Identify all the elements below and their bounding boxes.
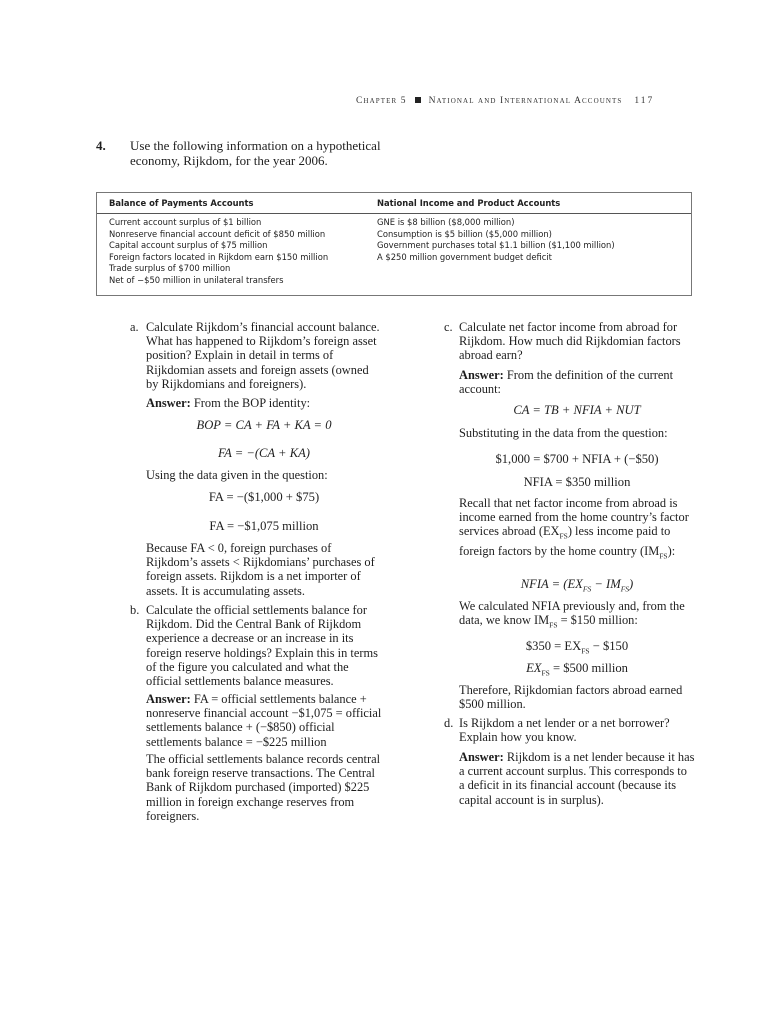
part-a-conclusion: Because FA < 0, foreign purchases of Rijkdom’s assets < Rijkdomians’ purchases of foreign assets. Rijkdom is a net importer of assets. It is accumulating assets. [146,541,375,598]
part-c-known: We calculated NFIA previously and, from the data, we know $IM_{FS}$ = $150 million: [459,599,685,630]
square-bullet-icon [415,97,421,103]
part-c-data-note: Substituting in the data from the question: [459,426,668,440]
equation-nfia-result: NFIA = $350 million [523,475,631,489]
chapter-label: Chapter 5 [356,96,407,106]
equation-ex-result: $EX_{FS}$ = $500 million [526,661,628,678]
part-c-label: c. [444,320,453,334]
part-c-definition: Recall that net factor income from abroad is income earned from the home country’s factor services abroad $(EX_{FS})$ less income paid to foreign factors by the home country $(IM_{FS})$: [459,496,689,561]
equation-ca: CA = TB + NFIA + NUT [513,403,641,417]
part-a-question: Calculate Rijkdom’s financial account balance. What has happened to Rijkdom’s foreign asset position? Explain in detail in terms of Rijkdomian assets and foreign assets (owned by Rijkdomians and foreigners). [146,320,380,391]
part-b-conclusion: The official settlements balance records central bank foreign reserve transactions. The Central Bank of Rijkdom purchased (imported) $225 million in foreign exchange reserves from foreigners. [146,752,381,823]
table-cell: A $250 million government budget deficit [377,251,552,262]
page-number: 117 [634,96,655,106]
answer-label: Answer: [459,368,504,382]
part-b-question: Calculate the official settlements balance for Rijkdom. Did the Central Bank of Rijkdom experience a decrease or an increase in its foreign reserve holdings? Explain this in terms of the figure you calculated and what the official settlements balance measures. [146,603,378,689]
table-cell: GNE is $8 billion ($8,000 million) [377,217,515,227]
equation-ex-values: $350 = $EX_{FS}$ − $150 [525,639,629,656]
part-a-data-note: Using the data given in the question: [146,468,328,482]
running-header [356,96,696,106]
table-cell: Foreign factors located in Rijkdom earn $150 million [109,251,329,262]
part-d-answer: Answer: Rijkdom is a net lender because it has a current account surplus. This corresponds to a deficit in its financial account (because its capital account is in surplus). [459,750,695,807]
part-a-answer: Answer: From the BOP identity: [146,396,311,410]
part-c-answer: Answer: From the definition of the current account: [459,368,674,397]
part-a-label: a. [130,320,139,334]
answer-label: Answer: [146,396,191,410]
part-d-question: Is Rijkdom a net lender or a net borrower? Explain how you know. [459,716,670,745]
equation-nfia: NFIA = $(EX_{FS} - IM_{FS})$ [520,577,634,594]
table-cell: Net of −$50 million in unilateral transfers [109,274,284,285]
bop-column [109,217,328,287]
part-c-question: Calculate net factor income from abroad for Rijkdom. How much did Rijkdomian factors abroad earn? [459,320,681,363]
chapter-title: National and International Accounts [428,96,623,106]
part-c-conclusion: Therefore, Rijkdomian factors abroad earned $500 million. [459,683,683,712]
equation-fa-result: FA = −$1,075 million [209,519,319,533]
equation-bop: BOP = CA + FA + KA = 0 [196,418,332,432]
table-cell: Capital account surplus of $75 million [109,240,268,251]
bop-header: Balance of Payments Accounts [109,198,254,208]
part-d-label: d. [444,716,454,730]
part-b-label: b. [130,603,140,617]
equation-ca-values: $1,000 = $700 + NFIA + (−$50) [495,452,659,466]
nipa-header: National Income and Product Accounts [377,198,561,208]
table-cell: Nonreserve financial account deficit of $850 million [109,228,326,239]
nipa-column [377,217,615,263]
equation-fa-values: FA = −($1,000 + $75) [208,490,320,504]
equation-fa: FA = −(CA + KA) [218,446,310,460]
answer-label: Answer: [459,750,504,764]
table-cell: Consumption is $5 billion ($5,000 million) [377,228,552,239]
answer-label: Answer: [146,692,191,706]
table-cell: Trade surplus of $700 million [109,263,231,274]
table-cell: Government purchases total $1.1 billion ($1,100 million) [377,240,615,251]
table-rule [97,213,691,214]
table-cell: Current account surplus of $1 billion [109,217,262,227]
question-text: Use the following information on a hypothetical economy, Rijkdom, for the year 2006. [130,138,381,168]
part-b-answer: Answer: FA = official settlements balance + nonreserve financial account −$1,075 = official settlements balance + (−$850) official settlements balance = −$225 million [146,692,382,749]
accounts-table [96,192,692,296]
question-number: 4. [96,138,106,153]
